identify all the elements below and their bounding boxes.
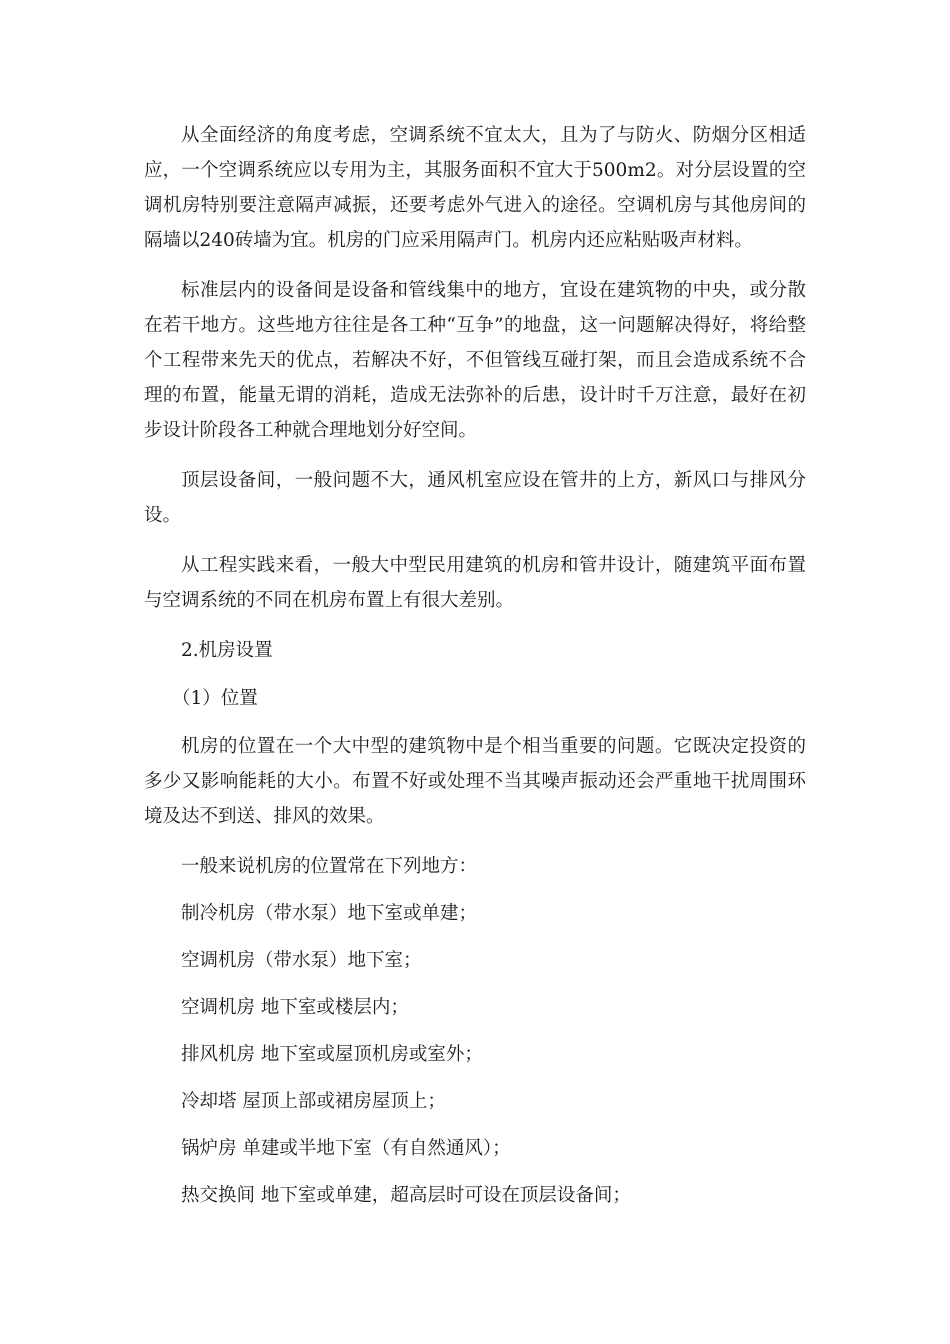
paragraph-engineering-practice: 从工程实践来看，一般大中型民用建筑的机房和管井设计，随建筑平面布置与空调系统的不同在机房布置上有很大差别。 bbox=[144, 555, 806, 611]
list-intro: 一般来说机房的位置常在下列地方： bbox=[181, 856, 478, 877]
paragraph-location: 机房的位置在一个大中型的建筑物中是个相当重要的问题。它既决定投资的多少又影响能耗的大小。布置不好或处理不当其噪声振动还会严重地干扰周围环境及达不到送、排风的效果。 bbox=[144, 736, 806, 827]
paragraph-top-floor: 顶层设备间，一般问题不大，通风机室应设在管井的上方，新风口与排风分设。 bbox=[144, 470, 806, 526]
list-item-boiler-room: 锅炉房 单建或半地下室（有自然通风）； bbox=[181, 1138, 511, 1159]
list-item-refrigeration-room: 制冷机房（带水泵）地下室或单建； bbox=[181, 903, 478, 924]
document-page bbox=[144, 118, 806, 1225]
subsection-heading: （1）位置 bbox=[172, 688, 258, 709]
list-item-exhaust-room: 排风机房 地下室或屋顶机房或室外； bbox=[181, 1044, 483, 1065]
list-item-heat-exchange-room: 热交换间 地下室或单建，超高层时可设在顶层设备间； bbox=[181, 1185, 631, 1206]
paragraph-system-size: 从全面经济的角度考虑，空调系统不宜太大，且为了与防火、防烟分区相适应，一个空调系统应以专用为主，其服务面积不宜大于500m2。对分层设置的空调机房特别要注意隔声减振，还要考虑外气进入的途径。空调机房与其他房间的隔墙以240砖墙为宜。机房的门应采用隔声门。机房内还应粘贴吸声材料。 bbox=[144, 125, 806, 251]
paragraph-equipment-room: 标准层内的设备间是设备和管线集中的地方，宜设在建筑物的中央，或分散在若干地方。这些地方往往是各工种“互争”的地盘，这一问题解决得好，将给整个工程带来先天的优点，若解决不好，不但管线互碰打架，而且会造成系统不合理的布置，能量无谓的消耗，造成无法弥补的后患，设计时千万注意，最好在初步设计阶段各工种就合理地划分好空间。 bbox=[144, 280, 806, 441]
list-item-cooling-tower: 冷却塔 屋顶上部或裙房屋顶上； bbox=[181, 1091, 446, 1112]
section-heading: 2.机房设置 bbox=[181, 640, 273, 661]
list-item-ac-room: 空调机房 地下室或楼层内； bbox=[181, 997, 409, 1018]
list-item-ac-room-pump: 空调机房（带水泵）地下室； bbox=[181, 950, 422, 971]
